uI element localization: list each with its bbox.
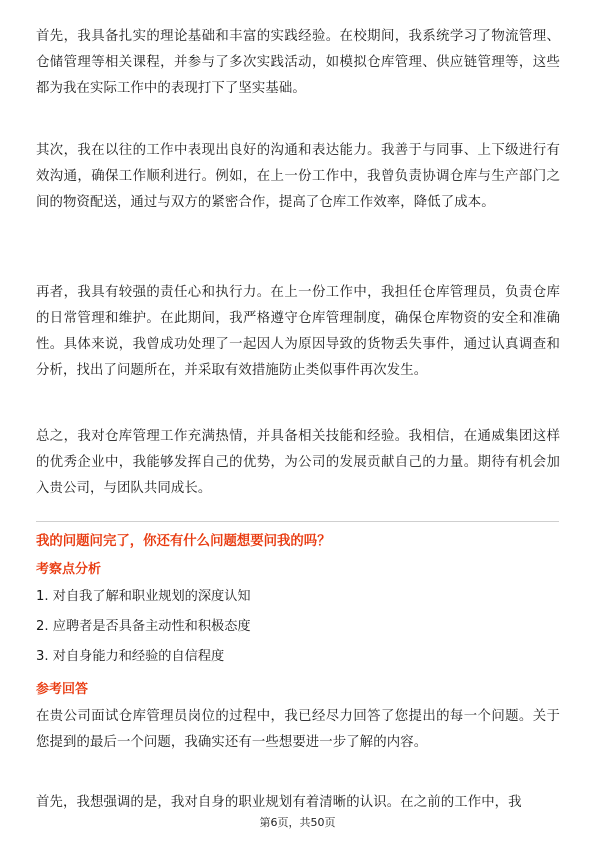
paragraph-responsibility: 再者，我具有较强的责任心和执行力。在上一份工作中，我担任仓库管理员，负责仓库的日常管理和维护。在此期间，我严格遵守仓库管理制度，确保仓库物资的安全和准确性。具体来说，我曾成功处理了一起因人为原因导致的货物丢失事件，通过认真调查和分析，找出了问题所在，并采取有效措施防止类似事件再次发生。 — [36, 285, 560, 378]
paragraph-conclusion: 总之，我对仓库管理工作充满热情，并具备相关技能和经验。我相信，在通威集团这样的优秀企业中，我能够发挥自己的优势，为公司的发展贡献自己的力量。期待有机会加入贵公司，与团队共同成长。 — [36, 429, 560, 496]
page-number: 第6页，共50页 — [259, 816, 336, 829]
interview-question: 我的问题问完了，你还有什么问题想要问我的吗？ — [36, 534, 331, 549]
reference-heading: 参考回答 — [36, 682, 89, 697]
analysis-heading: 考察点分析 — [36, 562, 102, 577]
reference-paragraph: 在贵公司面试仓库管理员岗位的过程中，我已经尽力回答了您提出的每一个问题。关于您提到的最后一个问题，我确实还有一些想要进一步了解的内容。 — [36, 709, 560, 750]
analysis-item: 1. 对自我了解和职业规划的深度认知 — [36, 589, 251, 604]
reference-paragraph: 首先，我想强调的是，我对自身的职业规划有着清晰的认识。在之前的工作中，我 — [36, 795, 522, 810]
analysis-item: 3. 对自身能力和经验的自信程度 — [36, 649, 225, 664]
paragraph-communication: 其次，我在以往的工作中表现出良好的沟通和表达能力。我善于与同事、上下级进行有效沟通，确保工作顺利进行。例如，在上一份工作中，我曾负责协调仓库与生产部门之间的物资配送，通过与双方的紧密合作，提高了仓库工作效率，降低了成本。 — [36, 143, 560, 210]
analysis-item: 2. 应聘者是否具备主动性和积极态度 — [36, 619, 251, 634]
section-divider — [36, 521, 559, 522]
paragraph-theory: 首先，我具备扎实的理论基础和丰富的实践经验。在校期间，我系统学习了物流管理、仓储管理等相关课程，并参与了多次实践活动，如模拟仓库管理、供应链管理等，这些都为我在实际工作中的表现打下了坚实基础。 — [36, 29, 560, 96]
